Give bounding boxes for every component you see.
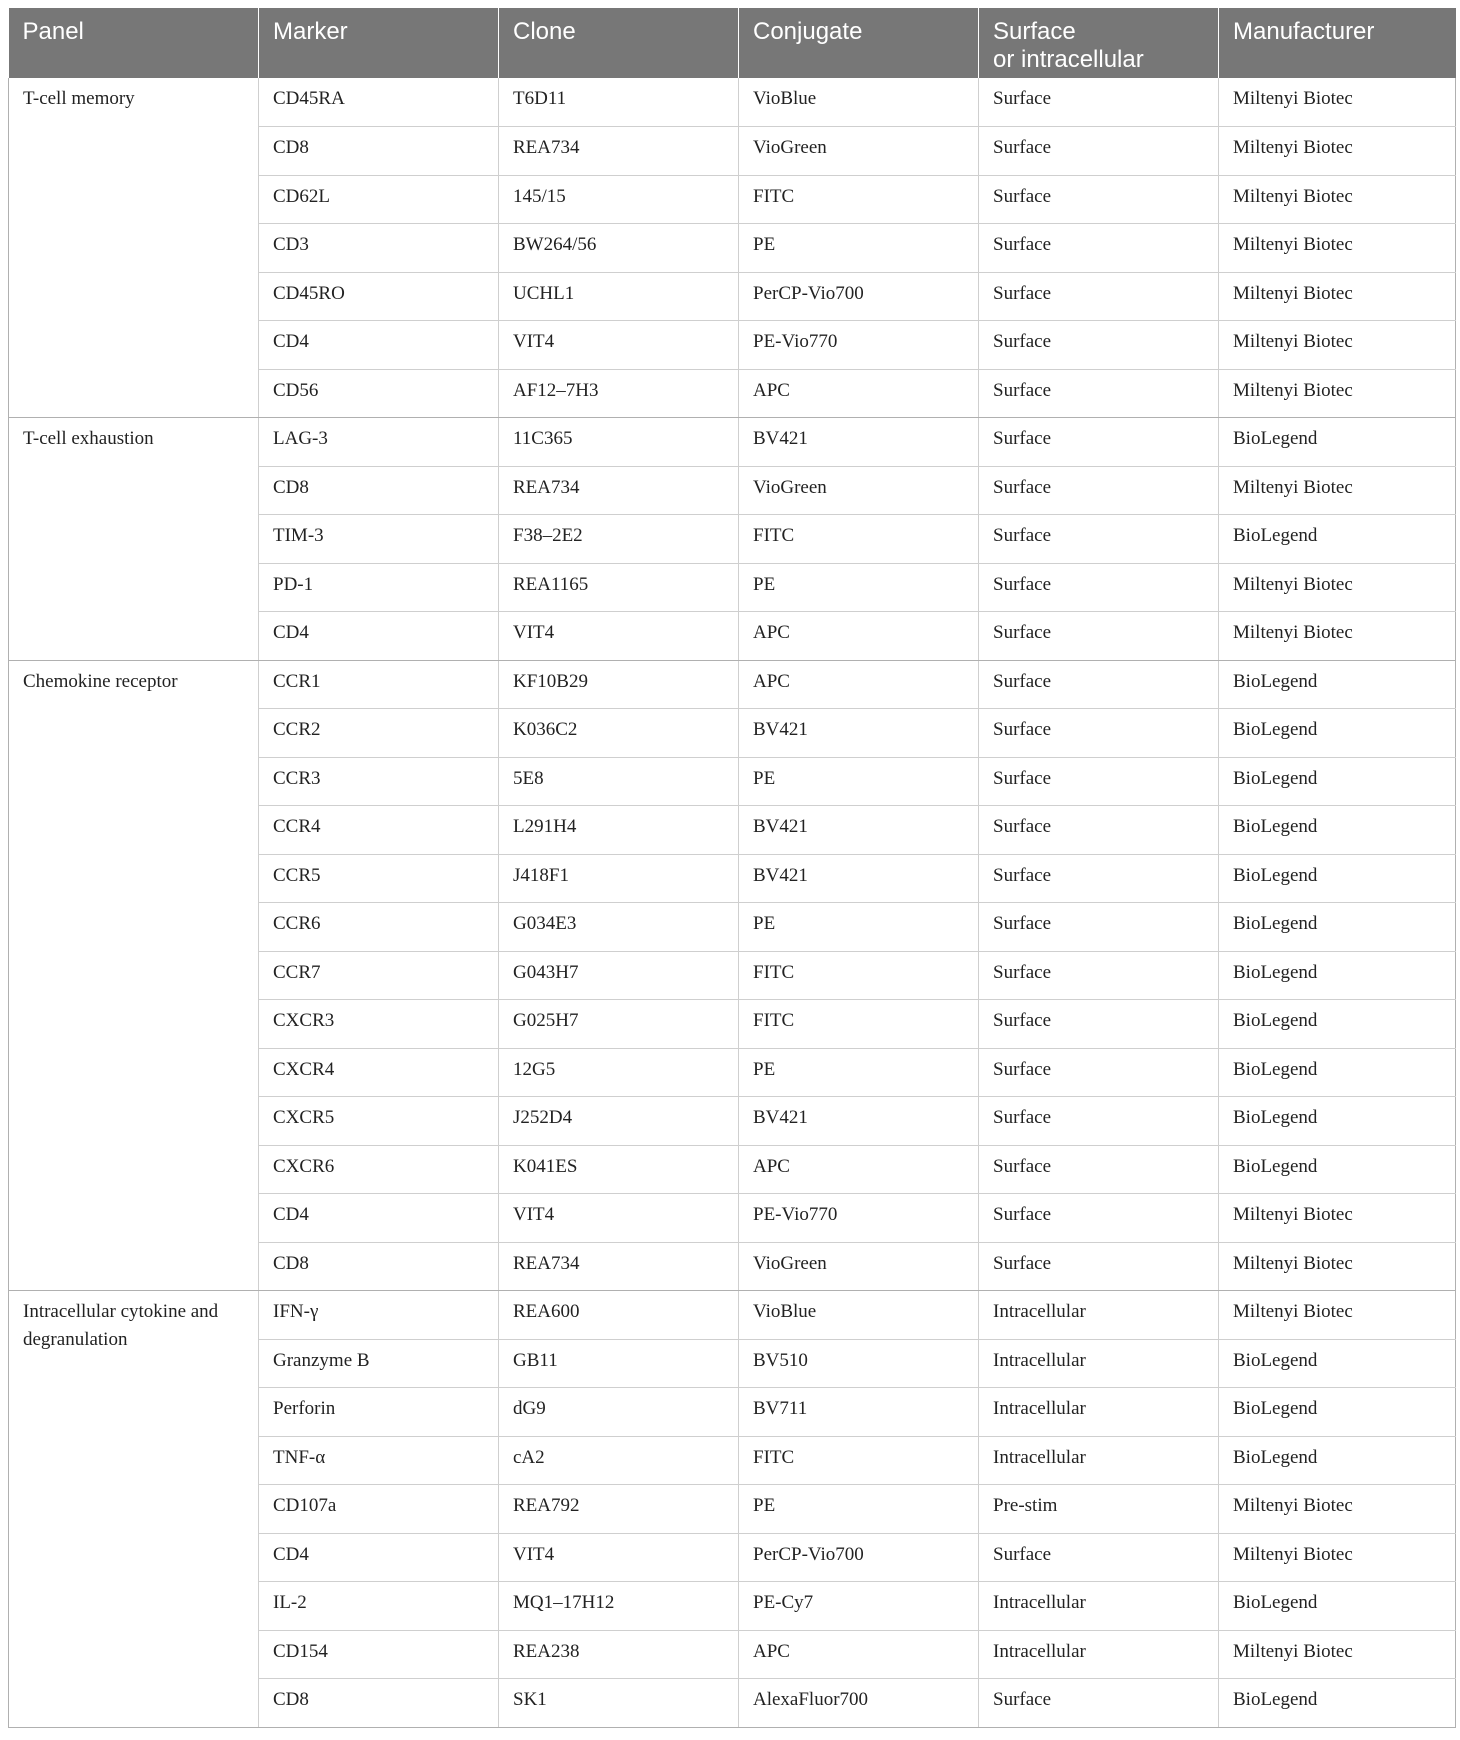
clone-cell: K036C2	[499, 709, 739, 758]
marker-cell: CXCR5	[259, 1097, 499, 1146]
location-cell: Surface	[979, 1679, 1219, 1728]
conjugate-cell: PE	[739, 903, 979, 952]
conjugate-cell: PE	[739, 1048, 979, 1097]
clone-cell: J418F1	[499, 854, 739, 903]
marker-cell: CXCR4	[259, 1048, 499, 1097]
location-cell: Surface	[979, 127, 1219, 176]
conjugate-cell: VioGreen	[739, 466, 979, 515]
clone-cell: 11C365	[499, 418, 739, 467]
location-cell: Intracellular	[979, 1436, 1219, 1485]
location-cell: Surface	[979, 1533, 1219, 1582]
clone-cell: KF10B29	[499, 660, 739, 709]
panel-cell: Intracellular cytokine and degranulation	[9, 1291, 259, 1728]
clone-cell: J252D4	[499, 1097, 739, 1146]
manufacturer-cell: Miltenyi Biotec	[1219, 1485, 1456, 1534]
marker-cell: CD4	[259, 612, 499, 661]
conjugate-cell: BV510	[739, 1339, 979, 1388]
manufacturer-cell: Miltenyi Biotec	[1219, 1533, 1456, 1582]
marker-cell: CD8	[259, 1242, 499, 1291]
location-cell: Surface	[979, 272, 1219, 321]
location-cell: Surface	[979, 660, 1219, 709]
manufacturer-cell: BioLegend	[1219, 806, 1456, 855]
clone-cell: VIT4	[499, 321, 739, 370]
location-cell: Surface	[979, 1242, 1219, 1291]
conjugate-cell: VioGreen	[739, 127, 979, 176]
manufacturer-cell: Miltenyi Biotec	[1219, 1291, 1456, 1340]
location-cell: Surface	[979, 369, 1219, 418]
marker-cell: Granzyme B	[259, 1339, 499, 1388]
clone-cell: L291H4	[499, 806, 739, 855]
manufacturer-cell: BioLegend	[1219, 854, 1456, 903]
marker-cell: CCR7	[259, 951, 499, 1000]
manufacturer-cell: BioLegend	[1219, 1145, 1456, 1194]
manufacturer-cell: BioLegend	[1219, 1679, 1456, 1728]
manufacturer-cell: Miltenyi Biotec	[1219, 127, 1456, 176]
location-cell: Surface	[979, 1145, 1219, 1194]
marker-cell: Perforin	[259, 1388, 499, 1437]
clone-cell: REA600	[499, 1291, 739, 1340]
header-row	[9, 8, 1456, 78]
conjugate-cell: PerCP-Vio700	[739, 272, 979, 321]
marker-cell: CD4	[259, 1533, 499, 1582]
clone-cell: VIT4	[499, 612, 739, 661]
marker-cell: PD-1	[259, 563, 499, 612]
marker-cell: TNF-α	[259, 1436, 499, 1485]
manufacturer-cell: Miltenyi Biotec	[1219, 272, 1456, 321]
manufacturer-cell: BioLegend	[1219, 903, 1456, 952]
location-cell: Surface	[979, 854, 1219, 903]
header-marker: Marker	[259, 8, 499, 78]
marker-cell: CD56	[259, 369, 499, 418]
clone-cell: cA2	[499, 1436, 739, 1485]
manufacturer-cell: Miltenyi Biotec	[1219, 321, 1456, 370]
location-cell: Surface	[979, 466, 1219, 515]
conjugate-cell: APC	[739, 660, 979, 709]
conjugate-cell: PE	[739, 563, 979, 612]
conjugate-cell: BV421	[739, 709, 979, 758]
clone-cell: dG9	[499, 1388, 739, 1437]
conjugate-cell: APC	[739, 369, 979, 418]
location-cell: Surface	[979, 903, 1219, 952]
manufacturer-cell: Miltenyi Biotec	[1219, 1630, 1456, 1679]
conjugate-cell: FITC	[739, 1436, 979, 1485]
manufacturer-cell: Miltenyi Biotec	[1219, 78, 1456, 127]
clone-cell: REA734	[499, 127, 739, 176]
clone-cell: REA1165	[499, 563, 739, 612]
conjugate-cell: PE-Vio770	[739, 1194, 979, 1243]
marker-cell: CD4	[259, 1194, 499, 1243]
manufacturer-cell: BioLegend	[1219, 1000, 1456, 1049]
location-cell: Surface	[979, 175, 1219, 224]
table-row	[9, 1291, 1456, 1340]
location-cell: Surface	[979, 1097, 1219, 1146]
panel-cell: T-cell memory	[9, 78, 259, 418]
clone-cell: F38–2E2	[499, 515, 739, 564]
manufacturer-cell: Miltenyi Biotec	[1219, 612, 1456, 661]
marker-cell: CD62L	[259, 175, 499, 224]
location-cell: Surface	[979, 78, 1219, 127]
table-row	[9, 78, 1456, 127]
table-body	[9, 78, 1456, 1727]
conjugate-cell: PE	[739, 1485, 979, 1534]
location-cell: Surface	[979, 515, 1219, 564]
location-cell: Surface	[979, 321, 1219, 370]
location-cell: Surface	[979, 563, 1219, 612]
manufacturer-cell: BioLegend	[1219, 1582, 1456, 1631]
location-cell: Surface	[979, 1194, 1219, 1243]
marker-cell: CXCR3	[259, 1000, 499, 1049]
antibody-panel-table-container	[8, 8, 1455, 1728]
clone-cell: REA238	[499, 1630, 739, 1679]
manufacturer-cell: BioLegend	[1219, 418, 1456, 467]
conjugate-cell: VioBlue	[739, 1291, 979, 1340]
conjugate-cell: FITC	[739, 1000, 979, 1049]
conjugate-cell: BV421	[739, 854, 979, 903]
location-cell: Surface	[979, 951, 1219, 1000]
table-row	[9, 660, 1456, 709]
conjugate-cell: APC	[739, 1145, 979, 1194]
marker-cell: CD4	[259, 321, 499, 370]
antibody-panel-table	[8, 8, 1456, 1728]
panel-cell: T-cell exhaustion	[9, 418, 259, 661]
marker-cell: IFN-γ	[259, 1291, 499, 1340]
marker-cell: IL-2	[259, 1582, 499, 1631]
marker-cell: CCR6	[259, 903, 499, 952]
location-cell: Intracellular	[979, 1388, 1219, 1437]
marker-cell: CD107a	[259, 1485, 499, 1534]
header-surface-or-intracellular: Surface or intracellular	[979, 8, 1219, 78]
manufacturer-cell: Miltenyi Biotec	[1219, 224, 1456, 273]
clone-cell: 5E8	[499, 757, 739, 806]
conjugate-cell: PE	[739, 224, 979, 273]
clone-cell: GB11	[499, 1339, 739, 1388]
clone-cell: REA734	[499, 1242, 739, 1291]
marker-cell: CD8	[259, 1679, 499, 1728]
conjugate-cell: BV421	[739, 1097, 979, 1146]
marker-cell: CCR4	[259, 806, 499, 855]
location-cell: Intracellular	[979, 1582, 1219, 1631]
marker-cell: CD154	[259, 1630, 499, 1679]
header-panel: Panel	[9, 8, 259, 78]
clone-cell: 145/15	[499, 175, 739, 224]
location-cell: Surface	[979, 224, 1219, 273]
conjugate-cell: APC	[739, 1630, 979, 1679]
location-cell: Surface	[979, 418, 1219, 467]
marker-cell: CCR2	[259, 709, 499, 758]
conjugate-cell: PE-Vio770	[739, 321, 979, 370]
marker-cell: CD3	[259, 224, 499, 273]
conjugate-cell: PE-Cy7	[739, 1582, 979, 1631]
conjugate-cell: BV421	[739, 806, 979, 855]
header-conjugate: Conjugate	[739, 8, 979, 78]
manufacturer-cell: Miltenyi Biotec	[1219, 369, 1456, 418]
clone-cell: G025H7	[499, 1000, 739, 1049]
clone-cell: K041ES	[499, 1145, 739, 1194]
location-cell: Surface	[979, 757, 1219, 806]
clone-cell: 12G5	[499, 1048, 739, 1097]
clone-cell: UCHL1	[499, 272, 739, 321]
marker-cell: CXCR6	[259, 1145, 499, 1194]
location-cell: Pre-stim	[979, 1485, 1219, 1534]
conjugate-cell: VioBlue	[739, 78, 979, 127]
conjugate-cell: FITC	[739, 175, 979, 224]
manufacturer-cell: BioLegend	[1219, 757, 1456, 806]
table-row	[9, 418, 1456, 467]
marker-cell: LAG-3	[259, 418, 499, 467]
conjugate-cell: APC	[739, 612, 979, 661]
manufacturer-cell: Miltenyi Biotec	[1219, 1242, 1456, 1291]
conjugate-cell: PE	[739, 757, 979, 806]
clone-cell: MQ1–17H12	[499, 1582, 739, 1631]
conjugate-cell: FITC	[739, 951, 979, 1000]
manufacturer-cell: BioLegend	[1219, 660, 1456, 709]
manufacturer-cell: Miltenyi Biotec	[1219, 175, 1456, 224]
panel-cell: Chemokine receptor	[9, 660, 259, 1291]
clone-cell: BW264/56	[499, 224, 739, 273]
conjugate-cell: FITC	[739, 515, 979, 564]
marker-cell: TIM-3	[259, 515, 499, 564]
marker-cell: CD8	[259, 466, 499, 515]
manufacturer-cell: Miltenyi Biotec	[1219, 1194, 1456, 1243]
clone-cell: VIT4	[499, 1533, 739, 1582]
location-cell: Intracellular	[979, 1339, 1219, 1388]
conjugate-cell: BV421	[739, 418, 979, 467]
manufacturer-cell: Miltenyi Biotec	[1219, 466, 1456, 515]
location-cell: Intracellular	[979, 1630, 1219, 1679]
manufacturer-cell: BioLegend	[1219, 515, 1456, 564]
table-header	[9, 8, 1456, 78]
clone-cell: T6D11	[499, 78, 739, 127]
clone-cell: REA792	[499, 1485, 739, 1534]
conjugate-cell: PerCP-Vio700	[739, 1533, 979, 1582]
manufacturer-cell: BioLegend	[1219, 1339, 1456, 1388]
clone-cell: REA734	[499, 466, 739, 515]
location-cell: Surface	[979, 806, 1219, 855]
marker-cell: CCR1	[259, 660, 499, 709]
clone-cell: VIT4	[499, 1194, 739, 1243]
manufacturer-cell: BioLegend	[1219, 709, 1456, 758]
conjugate-cell: BV711	[739, 1388, 979, 1437]
header-clone: Clone	[499, 8, 739, 78]
clone-cell: AF12–7H3	[499, 369, 739, 418]
manufacturer-cell: BioLegend	[1219, 1097, 1456, 1146]
marker-cell: CCR3	[259, 757, 499, 806]
conjugate-cell: VioGreen	[739, 1242, 979, 1291]
location-cell: Surface	[979, 1048, 1219, 1097]
marker-cell: CCR5	[259, 854, 499, 903]
marker-cell: CD8	[259, 127, 499, 176]
location-cell: Surface	[979, 1000, 1219, 1049]
clone-cell: G043H7	[499, 951, 739, 1000]
marker-cell: CD45RA	[259, 78, 499, 127]
conjugate-cell: AlexaFluor700	[739, 1679, 979, 1728]
clone-cell: SK1	[499, 1679, 739, 1728]
manufacturer-cell: BioLegend	[1219, 1436, 1456, 1485]
manufacturer-cell: BioLegend	[1219, 951, 1456, 1000]
clone-cell: G034E3	[499, 903, 739, 952]
location-cell: Surface	[979, 709, 1219, 758]
manufacturer-cell: Miltenyi Biotec	[1219, 563, 1456, 612]
manufacturer-cell: BioLegend	[1219, 1388, 1456, 1437]
manufacturer-cell: BioLegend	[1219, 1048, 1456, 1097]
marker-cell: CD45RO	[259, 272, 499, 321]
header-manufacturer: Manufacturer	[1219, 8, 1456, 78]
location-cell: Surface	[979, 612, 1219, 661]
location-cell: Intracellular	[979, 1291, 1219, 1340]
